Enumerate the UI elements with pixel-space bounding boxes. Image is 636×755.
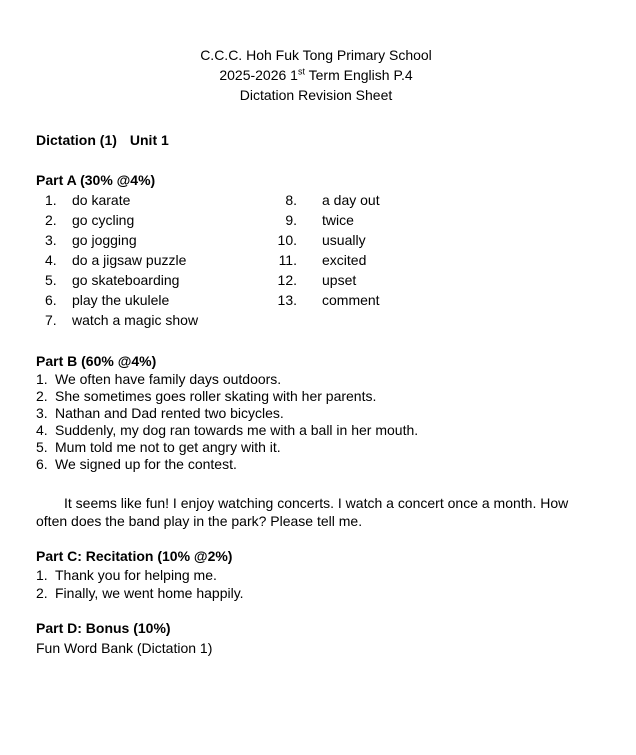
vocab-item: play the ukulele [72,292,170,308]
part-c-sentence-list [36,566,596,602]
sentence-item [36,584,596,602]
sentence-num: 5. [36,439,48,455]
vocab-item [297,310,524,330]
term-line-suffix: Term English P.4 [305,67,413,83]
sentence-num: 2. [36,388,48,404]
vocab-item: go jogging [72,232,137,248]
sentence-num: 6. [36,456,48,472]
vocab-num: 10. [277,232,297,248]
sheet-title: Dictation Revision Sheet [239,87,393,103]
sentence-item [36,371,596,388]
sentence-text: Mum told me not to get angry with it. [55,439,281,455]
sentence-text: Finally, we went home happily. [55,585,244,601]
vocab-item: comment [322,292,380,308]
vocab-num: 13. [277,292,297,308]
part-c-heading: Part C: Recitation (10% @2%) [36,548,233,564]
vocab-num: 8. [285,192,297,208]
part-a-vocab-grid [36,190,596,330]
sentence-num: 4. [36,422,48,438]
sentence-item [36,405,596,422]
sentence-text: Thank you for helping me. [55,567,217,583]
sentence-item [36,388,596,405]
sentence-item [36,456,596,473]
document-header [36,45,596,105]
vocab-num: 2. [45,212,57,228]
sentence-num: 2. [36,585,48,601]
vocab-num: 11. [278,252,297,268]
sentence-num: 3. [36,405,48,421]
part-b-heading: Part B (60% @4%) [36,353,157,369]
part-a-heading: Part A (30% @4%) [36,172,156,188]
sentence-num: 1. [36,371,48,387]
term-line [36,65,596,85]
school-name: C.C.C. Hoh Fuk Tong Primary School [200,47,432,63]
vocab-num: 5. [45,272,57,288]
vocab-item: go cycling [72,212,135,228]
vocab-item: excited [322,252,367,268]
vocab-num: 9. [285,212,297,228]
vocab-num: 12. [277,272,297,288]
term-line-superscript: st [297,66,305,77]
vocab-item: a day out [322,192,380,208]
vocab-item: usually [322,232,366,248]
passage-paragraph: It seems like fun! I enjoy watching concerts. I watch a concert once a month. How often does the band play in the park? Please tell me. [36,495,569,529]
vocab-num: 6. [45,292,57,308]
term-line-prefix: 2025-2026 1 [219,67,298,83]
vocab-item: upset [322,272,357,288]
sentence-text: She sometimes goes roller skating with her parents. [55,388,377,404]
sentence-text: We often have family days outdoors. [55,371,282,387]
vocab-item: do a jigsaw puzzle [72,252,187,268]
sentence-num: 1. [36,567,48,583]
sentence-item [36,439,596,456]
vocab-num: 3. [45,232,57,248]
part-b-sentence-list [36,371,596,473]
vocab-num: 1. [45,192,57,208]
part-d-note: Fun Word Bank (Dictation 1) [36,640,213,656]
vocab-num: 7. [45,312,57,328]
sentence-item [36,422,596,439]
vocab-num [272,310,297,330]
vocab-num: 4. [45,252,57,268]
sentence-text: We signed up for the contest. [55,456,237,472]
sentence-text: Suddenly, my dog ran towards me with a ball in her mouth. [55,422,419,438]
part-d-heading: Part D: Bonus (10%) [36,620,171,636]
vocab-item: twice [322,212,354,228]
sentence-item [36,566,596,584]
vocab-item: watch a magic show [72,312,199,328]
sentence-text: Nathan and Dad rented two bicycles. [55,405,284,421]
vocab-item: do karate [72,192,131,208]
unit-label: Unit 1 [129,132,169,148]
vocab-item: go skateboarding [72,272,180,288]
dictation-label: Dictation (1) [36,132,117,148]
dictation-title [36,130,596,150]
